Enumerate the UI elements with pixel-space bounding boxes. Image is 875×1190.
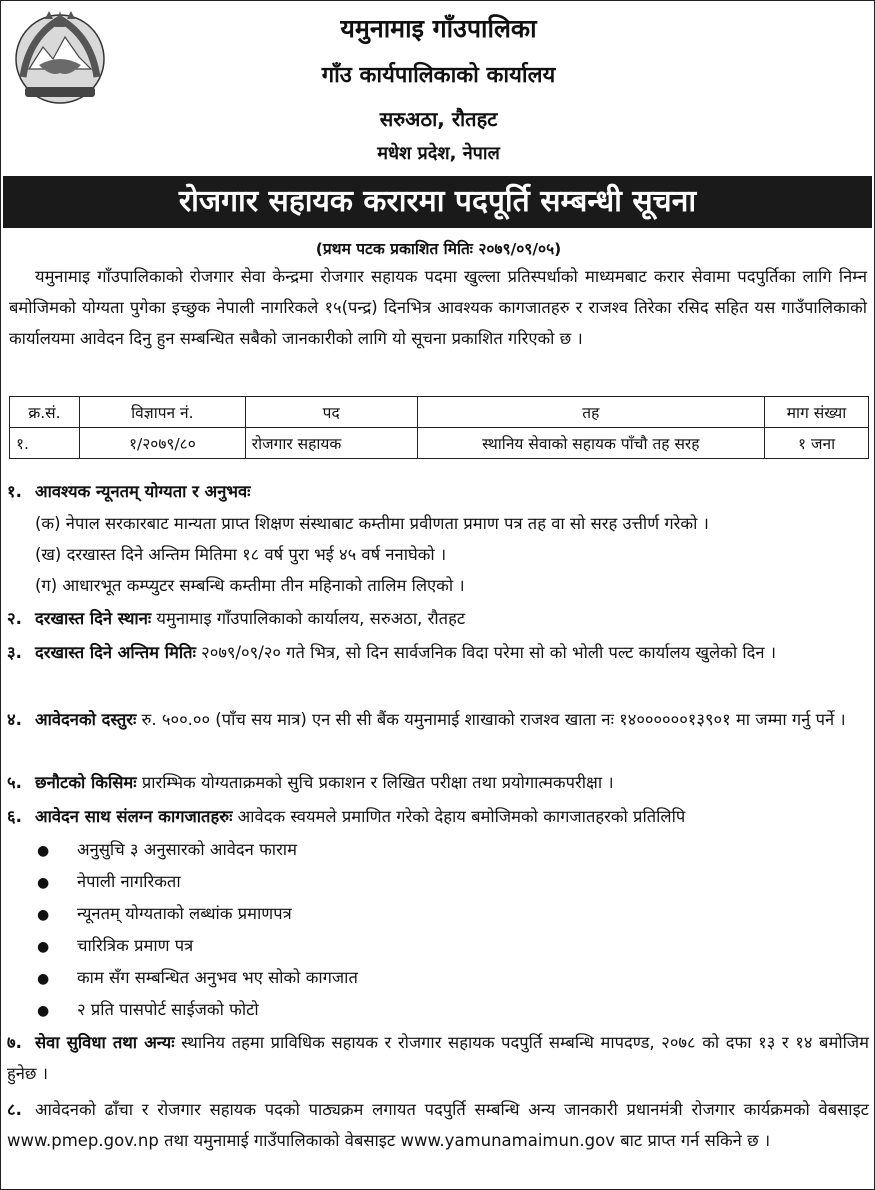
list-item [37,898,637,931]
notice-title: रोजगार सहायक करारमा पदपूर्ति सम्बन्धी सूचना [3,176,872,228]
section-text: आवेदक स्वयमले प्रमाणित गरेको देहाय बमोजिमको कागजातहरको प्रतिलिपि [232,807,686,826]
col-header-post: पद [245,397,417,428]
col-header-sn: क्र.सं. [10,397,80,428]
section-title: छनौटको किसिमः [35,773,137,792]
section-title: आवेदन साथ संलग्न कागजातहरुः [35,807,233,826]
section-text: आवेदनको ढाँचा र रोजगार सहायक पदको पाठ्यक्रम लगायत पदपुर्ति सम्बन्धि अन्य जानकारी प्रधानमंत्री रोजगार कार्यक्रमको वेबसाइट www.pmep.gov.np तथा यमुनामाई गाउँपालिकाको वेबसाइट www.yamunamaimun.gov बाट प्राप्त गर्न सकिने छ । [7,1100,869,1150]
section-7 [7,1027,869,1089]
section-title: सेवा सुविधा तथा अन्यः [35,1033,175,1052]
document-item: अनुसुचि ३ अनुसारको आवेदन फाराम [77,840,297,859]
document-item: नेपाली नागरिकता [77,872,181,891]
section-text: यमुनामाइ गाँउपालिकाको कार्यालय, सरुअठा, रौतहट [151,609,466,628]
section-text: रु. ५००.०० (पाँच सय मात्र) एन सी सी बैंक यमुनामाई शाखाको राजश्व खाता नः १४००००००१३९०१ मा जम्मा गर्नु पर्ने । [136,710,846,729]
table-header-row [10,397,869,428]
section-8 [7,1094,869,1156]
section-number: ५. [7,773,22,792]
section-title: आवेदनको दस्तुरः [35,710,137,729]
bullet-icon: ● [37,843,50,859]
section-2 [7,603,869,634]
document-item: २ प्रति पासपोर्ट साईजको फोटो [77,1000,259,1019]
bullet-icon: ● [37,907,50,923]
section-number: ७. [7,1033,22,1052]
section-title: दरखास्त दिने स्थानः [35,609,152,628]
list-item [37,930,637,963]
col-header-demand: माग संख्या [765,397,869,428]
cell-level: स्थानिय सेवाको सहायक पाँचौ तह सरह [417,428,764,459]
cell-demand: १ जना [765,428,869,459]
qualification-item: (क) नेपाल सरकारबाट मान्यता प्राप्त शिक्षण संस्थाबाट कम्तीमा प्रवीणता प्रमाण पत्र तह वा सो सरह उत्तीर्ण गरेको । [35,514,709,533]
qualification-item: (ख) दरखास्त दिने अन्तिम मितिमा १८ वर्ष पुरा भई ४५ वर्ष ननाघेको । [35,545,447,564]
section-text: २०७९/०९/२० गते भित्र, सो दिन सार्वजनिक विदा परेमा सो को भोली पल्ट कार्यालय खुलेको दिन । [195,643,777,662]
qualification-item: (ग) आधारभूत कम्प्युटर सम्बन्धि कम्तीमा तीन महिनाको तालिम लिएको । [35,576,465,595]
section-6 [7,801,869,832]
cell-post: रोजगार सहायक [245,428,417,459]
list-item [37,834,637,867]
section-3 [7,637,869,668]
document-item: काम सँग सम्बन्धित अनुभव भए सोको कागजात [77,968,358,987]
section-number: ६. [7,807,22,826]
section-title: दरखास्त दिने अन्तिम मितिः [35,643,196,662]
list-item [37,994,637,1027]
section-text: स्थानिय तहमा प्राविधिक सहायक र रोजगार सहायक पदपुर्ति सम्बन्धि मापदण्ड, २०७८ को दफा १३ र १४ बमोजिम हुनेछ । [7,1033,869,1083]
municipality-name: यमुनामाइ गाँउपालिका [340,14,537,43]
bullet-icon: ● [37,1003,50,1019]
table-row [10,428,869,459]
bullet-icon: ● [37,971,50,987]
col-header-ad-no: विज्ञापन नं. [79,397,245,428]
office-name: गाँउ कार्यपालिकाको कार्यालय [321,63,556,88]
section-number: २. [7,609,22,628]
section-number: ८. [7,1100,22,1119]
section-number: १. [7,482,22,501]
cell-sn: १. [10,428,80,459]
section-number: ३. [7,643,22,662]
office-location: सरुअठा, रौतहट [379,107,498,131]
section-number: ४. [7,710,22,729]
section-5 [7,767,869,798]
section-4 [7,704,869,735]
document-item: न्यूनतम् योग्यताको लब्धांक प्रमाणपत्र [77,904,292,923]
list-item [37,962,637,995]
publication-date: (प्रथम पटक प्रकाशित मितिः २०७९/०९/०५) [315,240,562,258]
intro-paragraph: यमुनामाइ गाँउपालिकाको रोजगार सेवा केन्द्रमा रोजगार सहायक पदमा खुल्ला प्रतिस्पर्धाको माध्यमबाट करार सेवामा पदपुर्तिका लागि निम्न बमोजिमको योग्यता पुगेका इच्छुक नेपाली नागरिकले १५(पन्द्र) दिनभित्र आवश्यक कागजातहरु र राजश्व तिरेका रसिद सहित यस गाउँपालिकाको कार्यालयमा आवेदन दिनु हुन सम्बन्धित सबैको जानकारीको लागि यो सूचना प्रकाशित गरिएको छ । [9,267,867,348]
list-item [37,866,637,899]
province-country: मधेश प्रदेश, नेपाल [377,143,500,164]
col-header-level: तह [417,397,764,428]
bullet-icon: ● [37,939,50,955]
document-item: चारित्रिक प्रमाण पत्र [77,936,194,955]
section-text: प्रारम्भिक योग्यताक्रमको सुचि प्रकाशन र लिखित परीक्षा तथा प्रयोगात्मकपरीक्षा । [136,773,614,792]
section-title: आवश्यक न्यूनतम् योग्यता र अनुभवः [35,482,251,501]
section-1-heading [7,476,869,507]
cell-ad-no: १/२०७९/८० [79,428,245,459]
bullet-icon: ● [37,875,50,891]
vacancy-table [9,396,869,459]
